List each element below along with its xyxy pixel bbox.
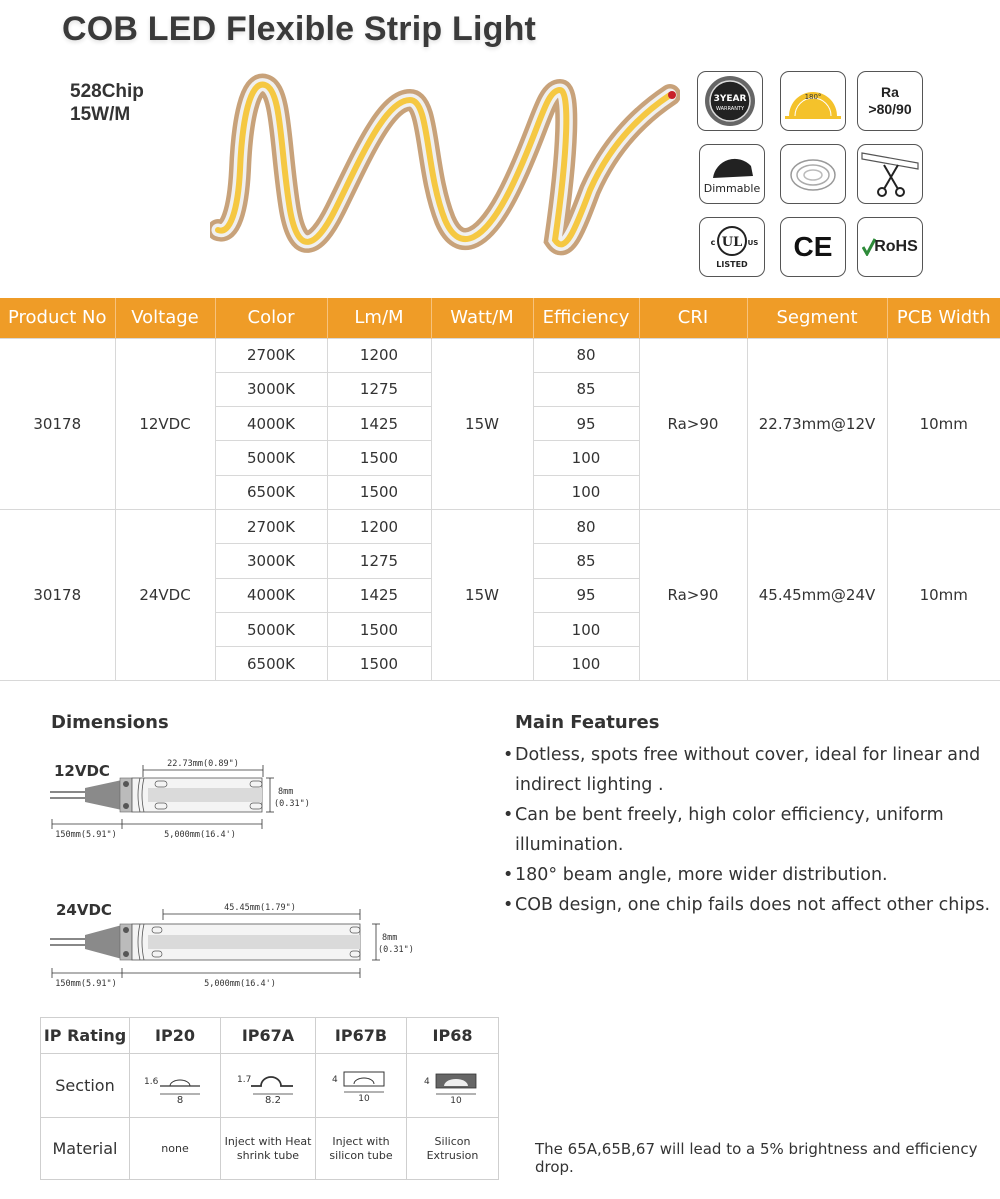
voltage-cell: 24VDC: [115, 509, 215, 680]
dim-12v-drawing: [40, 752, 330, 844]
ip-rating: IP20: [130, 1018, 221, 1054]
material-cell: none: [130, 1118, 221, 1180]
spec-header-row: [0, 298, 1000, 338]
section-cell: [130, 1054, 221, 1118]
list-item: • Can be bent freely, high color efficiency, uniform illumination.: [503, 800, 993, 860]
svg-text:10: 10: [358, 1093, 370, 1104]
led-strip-image: [210, 70, 680, 260]
table-row: [0, 338, 1000, 372]
ip68-section-icon: [418, 1064, 488, 1104]
ip67a-section-icon: [233, 1064, 303, 1104]
dimensions-heading: Dimensions: [51, 712, 169, 733]
ip-rating: IP67B: [316, 1018, 407, 1054]
efficiency-cell: 85: [533, 544, 639, 578]
dim-24v-segment: 45.45mm(1.79"): [224, 903, 296, 913]
lumen-cell: 1425: [327, 578, 431, 612]
voltage-cell: 12VDC: [115, 338, 215, 509]
chip-info: [70, 80, 144, 126]
color-cell: 4000K: [215, 578, 327, 612]
wattage-per-meter: 15W/M: [70, 104, 131, 125]
ip-rating-label: IP Rating: [41, 1018, 130, 1054]
color-cell: 4000K: [215, 407, 327, 441]
ip20-section-icon: [140, 1064, 210, 1104]
warranty-years: 3YEAR: [713, 94, 747, 104]
dim-12v-segment: 22.73mm(0.89"): [167, 759, 239, 769]
lumen-cell: 1200: [327, 509, 431, 543]
feature-badges: [697, 71, 923, 277]
features-heading: Main Features: [515, 712, 660, 733]
pcb-width-cell: 10mm: [887, 338, 1000, 509]
cri-cell: Ra>90: [639, 338, 747, 509]
lumen-cell: 1500: [327, 612, 431, 646]
product-no-cell: 30178: [0, 509, 115, 680]
color-cell: 3000K: [215, 544, 327, 578]
list-item: • 180° beam angle, more wider distribution.: [503, 860, 993, 890]
ip-section-row: [41, 1054, 499, 1118]
strip-reel-icon: [785, 149, 841, 199]
dim-12v-length: 5,000mm(16.4'): [164, 830, 236, 840]
dim-12v-label: 12VDC: [54, 762, 110, 780]
watt-cell: 15W: [431, 509, 533, 680]
col-header: Efficiency: [533, 298, 639, 338]
section-cell: [316, 1054, 407, 1118]
ra-badge: [857, 71, 923, 131]
dim-12v-width-inch: (0.31"): [274, 799, 310, 809]
lumen-cell: 1425: [327, 407, 431, 441]
material-cell: Inject with Heat shrink tube: [221, 1118, 316, 1180]
ip67b-section-icon: [326, 1064, 396, 1104]
section-cell: [221, 1054, 316, 1118]
col-header: Color: [215, 298, 327, 338]
color-cell: 2700K: [215, 338, 327, 372]
ce-mark: CE: [793, 231, 833, 262]
lumen-cell: 1500: [327, 475, 431, 509]
efficiency-cell: 85: [533, 372, 639, 406]
dim-24v-width: 8mm: [382, 933, 398, 943]
col-header: CRI: [639, 298, 747, 338]
dim-12v-width: 8mm: [278, 787, 294, 797]
svg-text:1.6: 1.6: [144, 1076, 159, 1087]
efficiency-cell: 100: [533, 475, 639, 509]
color-cell: 2700K: [215, 509, 327, 543]
efficiency-cell: 100: [533, 647, 639, 681]
dim-24v-drawing: [40, 898, 420, 993]
section-label: Section: [41, 1054, 130, 1118]
dim-24v-width-inch: (0.31"): [378, 945, 414, 955]
svg-text:8.2: 8.2: [265, 1094, 281, 1104]
color-cell: 6500K: [215, 647, 327, 681]
lumen-cell: 1200: [327, 338, 431, 372]
ip-rating-table: [40, 1017, 499, 1180]
warranty-seal-icon: [702, 73, 758, 129]
color-cell: 6500K: [215, 475, 327, 509]
svg-text:4: 4: [423, 1076, 430, 1087]
pcb-width-cell: 10mm: [887, 509, 1000, 680]
col-header: Voltage: [115, 298, 215, 338]
svg-text:1.7: 1.7: [237, 1074, 252, 1085]
svg-text:c: c: [710, 238, 716, 247]
segment-cell: 22.73mm@12V: [747, 338, 887, 509]
ra-label: Ra: [881, 84, 899, 100]
lumen-cell: 1500: [327, 647, 431, 681]
svg-text:10: 10: [449, 1095, 462, 1104]
col-header: Watt/M: [431, 298, 533, 338]
ul-listed-text: LISTED: [716, 260, 748, 269]
rohs-mark: RoHS: [874, 238, 918, 255]
dimmable-badge: [699, 144, 765, 204]
list-item: • Dotless, spots free without cover, ideal for linear and indirect lighting .: [503, 740, 993, 800]
efficiency-cell: 95: [533, 578, 639, 612]
lumen-cell: 1275: [327, 372, 431, 406]
ip-header-row: [41, 1018, 499, 1054]
section-cell: [407, 1054, 499, 1118]
rohs-badge: [857, 217, 923, 277]
svg-text:US: US: [747, 239, 759, 247]
material-label: Material: [41, 1118, 130, 1180]
efficiency-cell: 100: [533, 441, 639, 475]
lumen-cell: 1275: [327, 544, 431, 578]
col-header: PCB Width: [887, 298, 1000, 338]
svg-text:8: 8: [176, 1094, 184, 1104]
efficiency-cell: 95: [533, 407, 639, 441]
ul-badge: [699, 217, 765, 277]
product-no-cell: 30178: [0, 338, 115, 509]
warranty-word: WARRANTY: [715, 106, 745, 112]
svg-text:UL: UL: [721, 235, 743, 250]
col-header: Lm/M: [327, 298, 431, 338]
material-cell: Inject with silicon tube: [316, 1118, 407, 1180]
cuttable-badge: [857, 144, 923, 204]
color-cell: 5000K: [215, 441, 327, 475]
lumen-cell: 1500: [327, 441, 431, 475]
cri-cell: Ra>90: [639, 509, 747, 680]
reel-badge: [780, 144, 846, 204]
beam-angle-icon: [781, 72, 845, 130]
spec-table: [0, 298, 1000, 681]
efficiency-cell: 100: [533, 612, 639, 646]
ip-rating: IP67A: [221, 1018, 316, 1054]
dimmer-arc-icon: [707, 154, 757, 180]
ul-listed-icon: [703, 219, 761, 275]
dim-24v-label: 24VDC: [56, 901, 112, 919]
dimmable-label: Dimmable: [703, 181, 761, 195]
efficiency-cell: 80: [533, 338, 639, 372]
col-header: Segment: [747, 298, 887, 338]
ce-badge: [780, 217, 846, 277]
warranty-badge: [697, 71, 763, 131]
ra-value: >80/90: [868, 101, 912, 117]
beam-angle-value: 180°: [804, 93, 822, 101]
material-cell: Silicon Extrusion: [407, 1118, 499, 1180]
color-cell: 3000K: [215, 372, 327, 406]
efficiency-cell: 80: [533, 509, 639, 543]
dim-24v-lead: 150mm(5.91"): [55, 979, 117, 989]
chip-count: 528Chip: [70, 81, 144, 102]
segment-cell: 45.45mm@24V: [747, 509, 887, 680]
ip-rating: IP68: [407, 1018, 499, 1054]
watt-cell: 15W: [431, 338, 533, 509]
dim-24v-length: 5,000mm(16.4'): [204, 979, 276, 989]
table-row: [0, 509, 1000, 543]
color-cell: 5000K: [215, 612, 327, 646]
features-list: [503, 740, 993, 920]
beam-angle-badge: [780, 71, 846, 131]
page-title: COB LED Flexible Strip Light: [62, 10, 537, 48]
list-item: • COB design, one chip fails does not affect other chips.: [503, 890, 993, 920]
scissors-icon: [860, 147, 920, 201]
ip-material-row: [41, 1118, 499, 1180]
svg-text:4: 4: [332, 1074, 338, 1085]
brightness-note: The 65A,65B,67 will lead to a 5% brightness and efficiency drop.: [535, 1140, 978, 1176]
col-header: Product No: [0, 298, 115, 338]
dim-12v-lead: 150mm(5.91"): [55, 830, 117, 840]
